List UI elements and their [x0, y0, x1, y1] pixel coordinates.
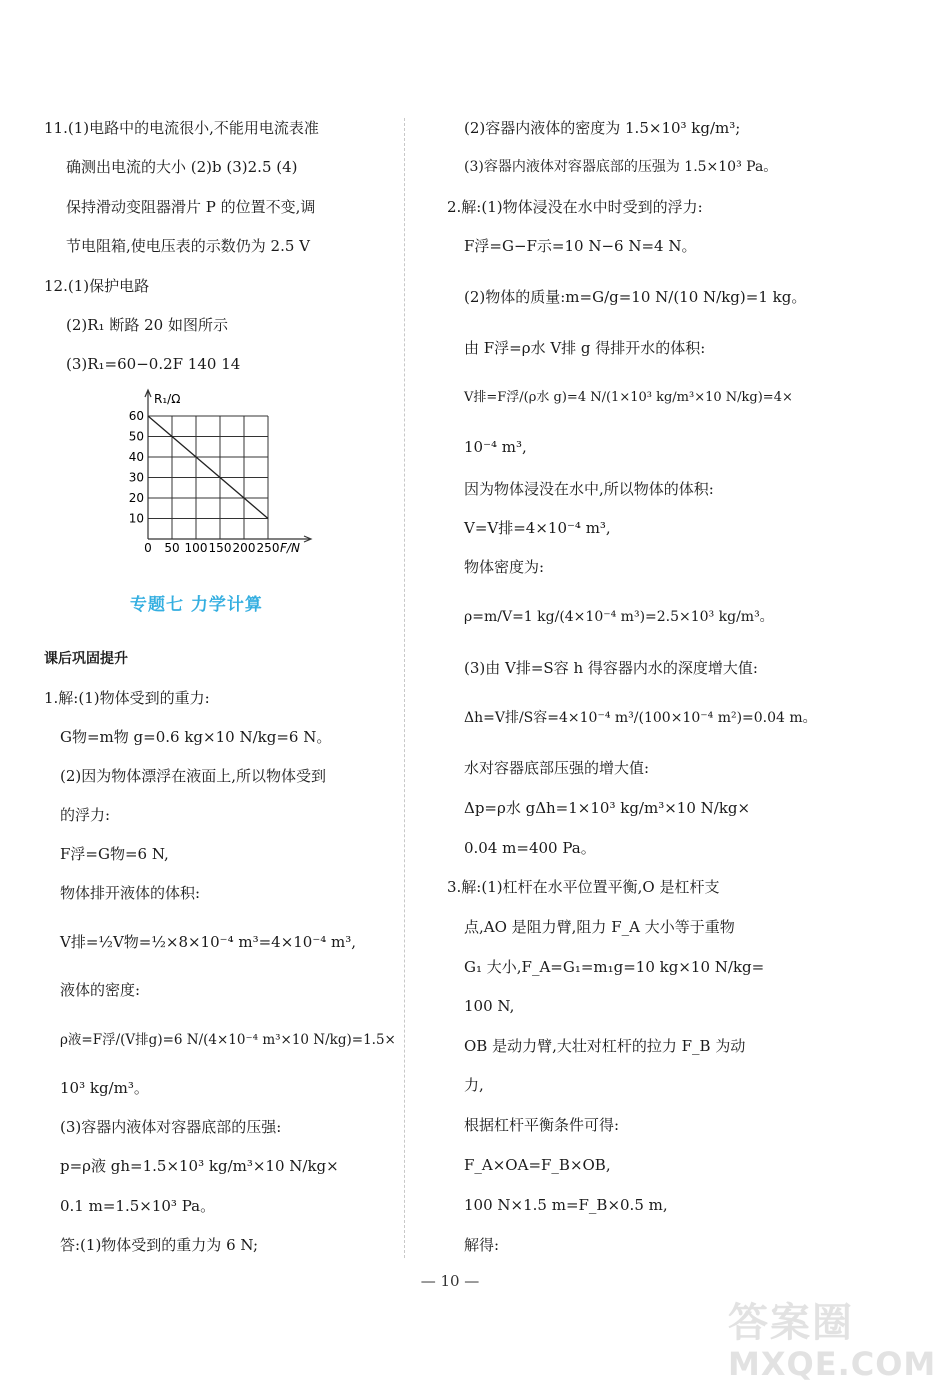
r-line-2: (3)容器内液体对容器底部的压强为 1.5×10³ Pa。 [464, 159, 778, 175]
p1-line-8: 液体的密度: [60, 981, 141, 999]
y-tick-label: 40 [128, 450, 144, 464]
q12-line-2: (2)R₁ 断路 20 如图所示 [66, 316, 228, 334]
watermark-logo [728, 1300, 936, 1386]
r-line-7: V排=F浮/(ρ水 g)=4 N/(1×10³ kg/m³×10 N/kg)=4× [464, 390, 793, 405]
p1-line-9: ρ液=F浮/(V排g)=6 N/(4×10⁻⁴ m³×10 N/kg)=1.5× [60, 1032, 396, 1048]
p1-line-11: (3)容器内液体对容器底部的压强: [60, 1118, 282, 1136]
y-tick-label: 50 [128, 429, 144, 444]
y-tick-label: 10 [128, 511, 144, 526]
graph-grid [148, 416, 268, 539]
graph-series [148, 416, 268, 519]
r1-f-graph [120, 385, 320, 560]
q12-line-1: 12.(1)保护电路 [44, 277, 150, 295]
q11-line-1: 11.(1)电路中的电流很小,不能用电流表准 [44, 119, 319, 137]
y-tick-labels [129, 409, 144, 526]
r-line-16: Δp=ρ水 gΔh=1×10³ kg/m³×10 N/kg× [464, 799, 751, 817]
p1-line-12: p=ρ液 gh=1.5×10³ kg/m³×10 N/kg× [60, 1157, 339, 1175]
p1-line-3: (2)因为物体漂浮在液面上,所以物体受到 [60, 767, 327, 785]
x-tick-label: 200 [232, 541, 256, 555]
r-line-19: 点,AO 是阻力臂,阻力 F_A 大小等于重物 [464, 918, 735, 936]
r-line-13: (3)由 V排=S容 h 得容器内水的深度增大值: [464, 659, 758, 677]
x-tick-label: 100 [184, 541, 208, 555]
column-divider [404, 118, 405, 1258]
r-line-17: 0.04 m=400 Pa。 [464, 839, 596, 857]
x-tick-label: 150 [208, 541, 232, 555]
q12-line-3: (3)R₁=60−0.2F 140 14 [66, 355, 241, 373]
y-tick-label: 30 [128, 470, 144, 485]
r-line-22: OB 是动力臂,大壮对杠杆的拉力 F_B 为动 [464, 1037, 746, 1055]
p1-line-5: F浮=G物=6 N, [60, 845, 169, 863]
r-line-8: 10⁻⁴ m³, [464, 438, 527, 456]
r-line-23: 力, [464, 1076, 484, 1094]
y-axis-label: R₁/Ω [154, 392, 181, 406]
r-line-14: Δh=V排/S容=4×10⁻⁴ m³/(100×10⁻⁴ m²)=0.04 m。 [464, 710, 817, 726]
x-tick-labels [144, 541, 279, 555]
p1-line-4: 的浮力: [60, 806, 111, 824]
r-line-18: 3.解:(1)杠杆在水平位置平衡,O 是杠杆支 [447, 878, 720, 896]
p1-line-14: 答:(1)物体受到的重力为 6 N; [60, 1236, 259, 1254]
section-title: 专题七 力学计算 [130, 595, 263, 615]
r-line-10: V=V排=4×10⁻⁴ m³, [464, 519, 611, 537]
series-line [148, 416, 268, 519]
watermark-top: 答案圈 [728, 1300, 854, 1346]
x-tick-label: 250 [256, 541, 280, 555]
r-line-6: 由 F浮=ρ水 V排 g 得排开水的体积: [464, 339, 706, 357]
p1-line-2: G物=m物 g=0.6 kg×10 N/kg=6 N。 [60, 728, 332, 746]
r-line-12: ρ=m/V=1 kg/(4×10⁻⁴ m³)=2.5×10³ kg/m³。 [464, 609, 774, 625]
x-axis-label: F/N [280, 541, 300, 555]
r-line-25: F_A×OA=F_B×OB, [464, 1156, 611, 1174]
r-line-20: G₁ 大小,F_A=G₁=m₁g=10 kg×10 N/kg= [464, 958, 765, 976]
q11-line-4: 节电阻箱,使电压表的示数仍为 2.5 V [66, 237, 310, 255]
y-tick-label: 20 [128, 491, 144, 505]
p1-line-13: 0.1 m=1.5×10³ Pa。 [60, 1197, 216, 1215]
p1-line-10: 10³ kg/m³。 [60, 1079, 149, 1097]
r-line-27: 解得: [464, 1236, 500, 1254]
x-tick-label: 50 [164, 541, 180, 555]
r-line-5: (2)物体的质量:m=G/g=10 N/(10 N/kg)=1 kg。 [464, 288, 807, 306]
y-tick-label: 60 [128, 409, 144, 423]
r-line-24: 根据杠杆平衡条件可得: [464, 1116, 620, 1134]
r-line-15: 水对容器底部压强的增大值: [464, 759, 650, 777]
page-number: — 10 — [420, 1272, 480, 1290]
sub-title: 课后巩固提升 [44, 651, 128, 667]
r-line-4: F浮=G−F示=10 N−6 N=4 N。 [464, 237, 697, 255]
r-line-26: 100 N×1.5 m=F_B×0.5 m, [464, 1196, 668, 1214]
watermark-bottom: MXQE.COM [728, 1345, 936, 1383]
r-line-1: (2)容器内液体的密度为 1.5×10³ kg/m³; [464, 119, 741, 137]
q11-line-3: 保持滑动变阻器滑片 P 的位置不变,调 [66, 198, 316, 216]
r-line-11: 物体密度为: [464, 558, 545, 576]
p1-line-6: 物体排开液体的体积: [60, 884, 201, 902]
r-line-3: 2.解:(1)物体浸没在水中时受到的浮力: [447, 198, 703, 216]
q11-line-2: 确测出电流的大小 (2)b (3)2.5 (4) [66, 158, 298, 176]
r-line-9: 因为物体浸没在水中,所以物体的体积: [464, 480, 714, 498]
p1-line-7: V排=½V物=½×8×10⁻⁴ m³=4×10⁻⁴ m³, [60, 933, 357, 951]
p1-line-1: 1.解:(1)物体受到的重力: [44, 689, 210, 707]
x-tick-label: 0 [144, 541, 152, 555]
graph-axes [145, 390, 311, 542]
r-line-21: 100 N, [464, 997, 515, 1015]
